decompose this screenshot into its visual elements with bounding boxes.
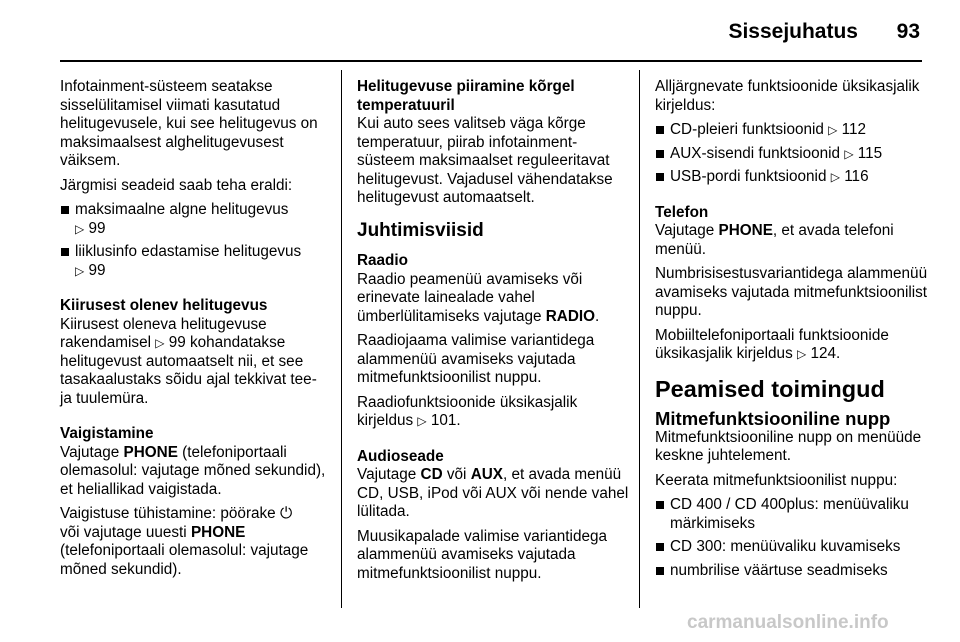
paragraph: Vajutage PHONE, et avada telefoni menüü. (655, 222, 894, 258)
list-item: numbrilise väärtuse seadmiseks (655, 562, 930, 581)
list-item: AUX-sisendi funktsioonid ▷ 115 (655, 145, 930, 164)
column-1 (60, 78, 332, 585)
paragraph: Mobiiltelefoniportaali funktsioonide üksikasjalik kirjeldus ▷ 124. (655, 326, 889, 362)
paragraph: Alljärgnevate funktsioonide üksikasjalik kirjeldus: (655, 78, 920, 114)
list-item: CD-pleieri funktsioonid ▷ 112 (655, 121, 930, 140)
paragraph: Vaigistuse tühistamine: pöörake ⏻ või vajutage uuesti PHONE (telefoniportaali olemasolul: vajutage mõned sekundid). (60, 505, 309, 578)
paragraph: Raadiojaama valimise variantidega alammenüü avamiseks vajutada mitmefunktsioonilist nuppu. (357, 332, 595, 386)
page-header (60, 0, 922, 62)
bullet-list (60, 201, 332, 280)
list-item: USB-pordi funktsioonid ▷ 116 (655, 168, 930, 187)
bullet-square-icon (656, 543, 664, 551)
paragraph: Keerata mitmefunktsioonilist nuppu: (655, 471, 898, 489)
paragraph: Vajutage CD või AUX, et avada menüü CD, USB, iPod või AUX või nende vahel lülitada. (357, 466, 629, 520)
subheading: Audioseade (357, 447, 444, 465)
paragraph: Numbrisisestusvariantidega alammenüü avamiseks vajutada mitmefunktsioonilist nuppu. (655, 265, 928, 319)
column-3 (655, 78, 930, 586)
power-knob-icon: ⏻ (279, 505, 293, 522)
list-item: CD 400 / CD 400plus: menüüvaliku märkimiseks (655, 496, 930, 533)
paragraph: Muusikapalade valimise variantidega alammenüü avamiseks vajutada mitmefunktsioonilist nuppu. (357, 527, 607, 582)
arrow-ref-icon: ▷ (796, 347, 807, 361)
chapter-heading: Peamised toimingud (655, 375, 885, 402)
subheading: Helitugevuse piiramine kõrgel temperatuuril (357, 78, 575, 114)
paragraph: Vajutage PHONE (telefoniportaali olemasolul: vajutage mõned sekundid), et heliallikad vaigistada. (60, 443, 326, 498)
column-divider (639, 70, 640, 608)
list-item: liiklusinfo edastamise helitugevus ▷ 99 (60, 243, 332, 280)
paragraph: Järgmisi seadeid saab teha eraldi: (60, 176, 293, 194)
list-item: maksimaalne algne helitugevus ▷ 99 (60, 201, 332, 238)
arrow-ref-icon: ▷ (844, 146, 854, 161)
bullet-square-icon (656, 501, 664, 509)
bullet-square-icon (656, 126, 664, 134)
paragraph: Kiirusest oleneva helitugevuse rakendamisel ▷ 99 kohandatakse helitugevust automaatselt nii, et see tasakaalustaks sõidu ajal tekkivat tee- ja tuulemüra. (60, 315, 317, 407)
arrow-ref-icon: ▷ (417, 414, 427, 428)
bullet-square-icon (61, 206, 69, 214)
bullet-square-icon (656, 150, 664, 158)
watermark: carmanualsonline.info (687, 612, 889, 633)
arrow-ref-icon: ▷ (75, 221, 85, 236)
column-divider (341, 70, 342, 608)
paragraph: Raadiofunktsioonide üksikasjalik kirjeldus ▷ 101. (357, 393, 578, 429)
bullet-list (655, 496, 930, 580)
subheading: Telefon (655, 203, 709, 221)
bullet-square-icon (656, 173, 664, 181)
subheading: Vaigistamine (60, 425, 154, 442)
section-heading: Mitmefunktsiooniline nupp (655, 408, 891, 429)
subheading: Kiirusest olenev helitugevus (60, 297, 268, 314)
subheading: Raadio (357, 252, 408, 269)
paragraph: Raadio peamenüü avamiseks või erinevate lainealade vahel ümberlülitamiseks vajutage RADIO. (357, 270, 600, 325)
page-number: 93 (896, 20, 920, 43)
section-heading: Juhtimisviisid (357, 219, 484, 241)
page-title: Sissejuhatus (728, 20, 858, 43)
bullet-square-icon (656, 567, 664, 575)
paragraph: Kui auto sees valitseb väga kõrge temperatuur, piirab infotainment-süsteem maksimaalset reguleeritavat helitugevust. Vajadusel vähendatakse helitugevust automaatselt. (357, 115, 613, 206)
list-item: CD 300: menüüvaliku kuvamiseks (655, 538, 930, 557)
paragraph: Mitmefunktsiooniline nupp on menüüde keskne juhtelement. (655, 428, 922, 464)
arrow-ref-icon: ▷ (155, 336, 165, 350)
bullet-square-icon (61, 248, 69, 256)
arrow-ref-icon: ▷ (75, 263, 85, 278)
column-2 (357, 78, 629, 589)
arrow-ref-icon: ▷ (830, 170, 840, 184)
bullet-list (655, 121, 930, 187)
arrow-ref-icon: ▷ (828, 123, 838, 137)
paragraph: Infotainment-süsteem seatakse sisselülitamisel viimati kasutatud helitugevusele, kui see helitugevus on maksimaalsest alghelitugevusest väiksem. (60, 78, 318, 169)
